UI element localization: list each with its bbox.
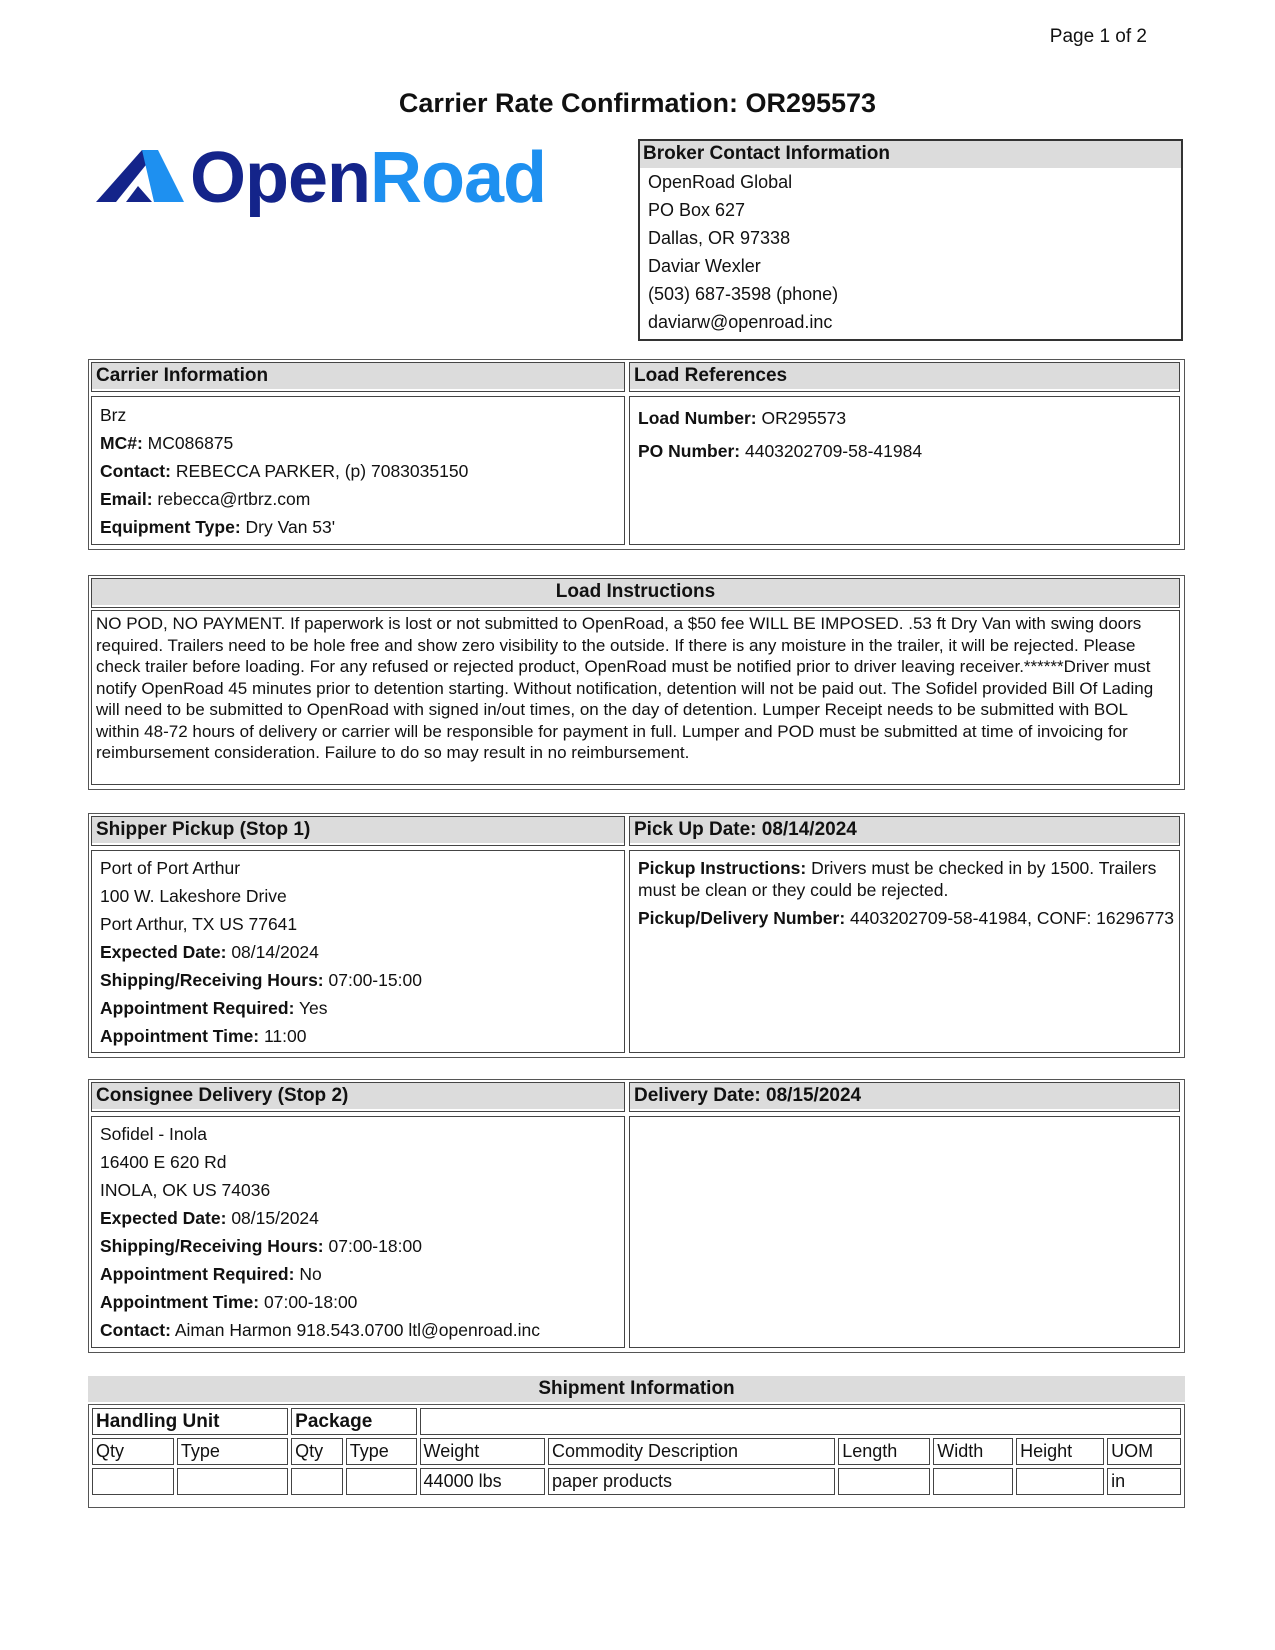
pickup-expected-label: Expected Date: bbox=[100, 942, 227, 962]
pickup-pd-value: 4403202709-58-41984, CONF: 16296773 bbox=[850, 908, 1175, 928]
delivery-expected-label: Expected Date: bbox=[100, 1208, 227, 1228]
package-header: Package bbox=[291, 1408, 416, 1435]
load-refs-details bbox=[629, 396, 1180, 545]
column-header-row bbox=[92, 1438, 1181, 1465]
mc-value: MC086875 bbox=[147, 433, 234, 453]
pickup-instr-label: Pickup Instructions: bbox=[638, 858, 807, 878]
delivery-name: Sofidel - Inola bbox=[100, 1124, 208, 1144]
pickup-details bbox=[91, 850, 625, 1053]
pickup-address2: Port Arthur, TX US 77641 bbox=[100, 914, 298, 934]
carrier-header: Carrier Information bbox=[92, 363, 624, 389]
shipment-table-frame bbox=[88, 1404, 1185, 1508]
page-title: Carrier Rate Confirmation: OR295573 bbox=[398, 88, 877, 118]
cell-weight: 44000 lbs bbox=[420, 1468, 545, 1495]
load-number-value: OR295573 bbox=[761, 408, 847, 428]
delivery-address1: 16400 E 620 Rd bbox=[100, 1152, 227, 1172]
broker-line: (503) 687-3598 (phone) bbox=[648, 284, 839, 304]
delivery-expected-value: 08/15/2024 bbox=[231, 1208, 319, 1228]
pickup-appt-time-label: Appointment Time: bbox=[100, 1026, 260, 1046]
po-number-value: 4403202709-58-41984 bbox=[744, 441, 923, 461]
col-height: Height bbox=[1016, 1438, 1104, 1465]
broker-header: Broker Contact Information bbox=[640, 141, 1181, 168]
carrier-details bbox=[91, 396, 625, 545]
pickup-appt-req-label: Appointment Required: bbox=[100, 998, 295, 1018]
instructions-section bbox=[88, 575, 1185, 790]
cell-qty bbox=[92, 1468, 174, 1495]
delivery-instructions-empty bbox=[629, 1116, 1180, 1348]
broker-contact-box bbox=[638, 139, 1183, 341]
delivery-address2: INOLA, OK US 74036 bbox=[100, 1180, 271, 1200]
delivery-appt-time-label: Appointment Time: bbox=[100, 1292, 260, 1312]
cell-pkg-type bbox=[346, 1468, 417, 1495]
logo-open: Open bbox=[190, 138, 371, 218]
pickup-appt-time-value: 11:00 bbox=[264, 1026, 307, 1046]
pickup-name: Port of Port Arthur bbox=[100, 858, 241, 878]
delivery-appt-req-label: Appointment Required: bbox=[100, 1264, 295, 1284]
pickup-address1: 100 W. Lakeshore Drive bbox=[100, 886, 287, 906]
road-mountain-icon bbox=[96, 148, 186, 226]
handling-unit-header: Handling Unit bbox=[92, 1408, 288, 1435]
delivery-hours-label: Shipping/Receiving Hours: bbox=[100, 1236, 324, 1256]
logo-wordmark bbox=[190, 138, 547, 218]
email-label: Email: bbox=[100, 489, 153, 509]
broker-line: PO Box 627 bbox=[648, 200, 746, 220]
delivery-contact-label: Contact: bbox=[100, 1320, 171, 1340]
delivery-section bbox=[88, 1079, 1185, 1353]
delivery-hours-value: 07:00-18:00 bbox=[328, 1236, 422, 1256]
contact-label: Contact: bbox=[100, 461, 171, 481]
shipment-header: Shipment Information bbox=[88, 1376, 1185, 1402]
shipment-table bbox=[89, 1405, 1184, 1498]
pickup-hours-label: Shipping/Receiving Hours: bbox=[100, 970, 324, 990]
cell-width bbox=[933, 1468, 1013, 1495]
cell-uom: in bbox=[1107, 1468, 1181, 1495]
carrier-section bbox=[88, 359, 1185, 550]
pickup-expected-value: 08/14/2024 bbox=[231, 942, 319, 962]
pickup-instructions bbox=[629, 850, 1180, 1053]
openroad-logo bbox=[96, 138, 606, 226]
delivery-details bbox=[91, 1116, 625, 1348]
broker-line: Daviar Wexler bbox=[648, 256, 761, 276]
broker-line: OpenRoad Global bbox=[648, 172, 793, 192]
cell-height bbox=[1016, 1468, 1104, 1495]
pickup-instr-value: Drivers must be checked in by 1500. Trailers must be clean or they could be rejected. bbox=[638, 858, 1157, 900]
col-uom: UOM bbox=[1107, 1438, 1181, 1465]
broker-email[interactable]: daviarw@openroad.inc bbox=[648, 312, 833, 332]
contact-value: REBECCA PARKER, (p) 7083035150 bbox=[175, 461, 469, 481]
email-value[interactable]: rebecca@rtbrz.com bbox=[157, 489, 311, 509]
pickup-hours-value: 07:00-15:00 bbox=[328, 970, 422, 990]
delivery-date-header: Delivery Date: 08/15/2024 bbox=[630, 1083, 1179, 1109]
load-number-label: Load Number: bbox=[638, 408, 757, 428]
delivery-appt-time-value: 07:00-18:00 bbox=[264, 1292, 358, 1312]
logo-road: Road bbox=[370, 138, 547, 218]
col-weight: Weight bbox=[420, 1438, 545, 1465]
delivery-appt-req-value: No bbox=[299, 1264, 322, 1284]
broker-line: Dallas, OR 97338 bbox=[648, 228, 791, 248]
cell-commodity: paper products bbox=[548, 1468, 835, 1495]
po-number-label: PO Number: bbox=[638, 441, 741, 461]
equipment-label: Equipment Type: bbox=[100, 517, 241, 537]
carrier-name: Brz bbox=[100, 405, 127, 425]
col-qty: Qty bbox=[92, 1438, 174, 1465]
col-width: Width bbox=[933, 1438, 1013, 1465]
pickup-pd-label: Pickup/Delivery Number: bbox=[638, 908, 846, 928]
equipment-value: Dry Van 53' bbox=[245, 517, 336, 537]
pickup-header: Shipper Pickup (Stop 1) bbox=[92, 817, 624, 843]
pickup-date-header: Pick Up Date: 08/14/2024 bbox=[630, 817, 1179, 843]
load-refs-header: Load References bbox=[630, 363, 1179, 389]
cell-pkg-qty bbox=[291, 1468, 343, 1495]
col-pkg-type: Type bbox=[346, 1438, 417, 1465]
table-row bbox=[92, 1468, 1181, 1495]
col-commodity: Commodity Description bbox=[548, 1438, 835, 1465]
col-length: Length bbox=[838, 1438, 930, 1465]
page-number: Page 1 of 2 bbox=[1049, 26, 1147, 47]
mc-label: MC#: bbox=[100, 433, 143, 453]
cell-type bbox=[177, 1468, 288, 1495]
instructions-text: NO POD, NO PAYMENT. If paperwork is lost or not submitted to OpenRoad, a $50 fee WILL BE IMPOSED. .53 ft Dry Van with swing doors required. Trailers need to be hole free and show zero visibility to the outside. If there is any moisture in the trailer, it will be rejected. Please check trailer before loading. For any refused or rejected product, OpenRoad must be notified prior to driver leaving receiver.******Driver must notify OpenRoad 45 minutes prior to detention starting. Without notification, detention will not be paid out. The Sofidel provided Bill Of Lading will need to be submitted to OpenRoad with signed in/out times, on the day of detention. Lumper Receipt needs to be submitted with BOL within 48-72 hours of delivery or carrier will be responsible for payment in full. Lumper and POD must be submitted at time of invoicing for reimbursement consideration. Failure to do so may result in no reimbursement. bbox=[91, 610, 1180, 785]
col-pkg-qty: Qty bbox=[291, 1438, 343, 1465]
instructions-header: Load Instructions bbox=[92, 579, 1179, 605]
col-type: Type bbox=[177, 1438, 288, 1465]
delivery-header: Consignee Delivery (Stop 2) bbox=[92, 1083, 624, 1109]
blank-header bbox=[420, 1408, 1181, 1435]
pickup-appt-req-value: Yes bbox=[298, 998, 328, 1018]
delivery-contact-value: Aiman Harmon 918.543.0700 ltl@openroad.inc bbox=[174, 1320, 540, 1340]
pickup-section bbox=[88, 813, 1185, 1058]
cell-length bbox=[838, 1468, 930, 1495]
